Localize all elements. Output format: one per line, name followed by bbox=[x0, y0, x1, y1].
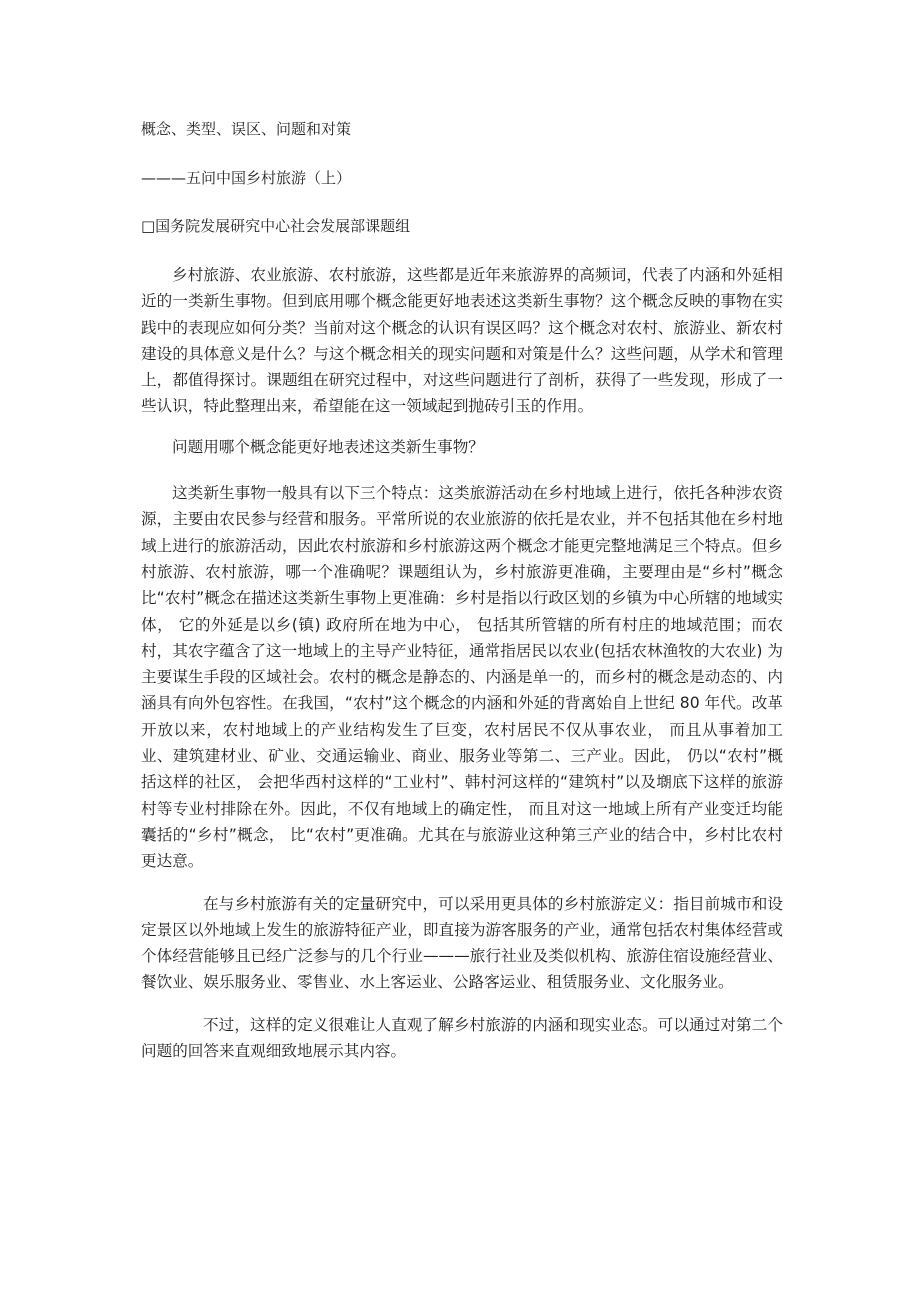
paragraph-definition: 在与乡村旅游有关的定量研究中，可以采用更具体的乡村旅游定义：指目前城市和设定景区以外地域上发生的旅游特征产业，即直接为游客服务的产业，通常包括农村集体经营或个体经营能够且已经广泛参与的几个行业———旅行社业及类似机构、旅游住宿设施经营业、餐饮业、娱乐服务业、零售业、水上客运业、公路客运业、租赁服务业、文化服务业。 bbox=[141, 894, 783, 992]
paragraph-features: 这类新生事物一般具有以下三个特点：这类旅游活动在乡村地域上进行，依托各种涉农资源，主要由农民参与经营和服务。平常所说的农业旅游的依托是农业，并不包括其他在乡村地域上进行的旅游活动，因此农村旅游和乡村旅游这两个概念才能更完整地满足三个特点。但乡村旅游、农村旅游，哪一个准确呢？课题组认为，乡村旅游更准确，主要理由是“乡村”概念比“农村”概念在描述这类新生事物上更准确：乡村是指以行政区划的乡镇为中心所辖的地域实体， 它的外延是以乡(镇) 政府所在地为中心， 包括其所管辖的所有村庄的地域范围；而农村，其农字蕴含了这一地域上的主导产业特征，通常指居民以农业(包括农林渔牧的大农业) 为主要谋生手段的区域社会。农村的概念是静态的、内涵是单一的，而乡村的概念是动态的、内涵具有向外包容性。在我国，“农村”这个概念的内涵和外延的背离始自上世纪 80 年代。改革开放以来，农村地域上的产业结构发生了巨变，农村居民不仅从事农业， 而且从事着加工业、建筑建材业、矿业、交通运输业、商业、服务业等第二、三产业。因此， 仍以“农村”概括这样的社区， 会把华西村这样的“工业村”、韩村河这样的“建筑村”以及㙟底下这样的旅游村等专业村排除在外。因此，不仅有地域上的确定性， 而且对这一地域上所有产业变迁均能囊括的“乡村”概念， 比“农村”更准确。尤其在与旅游业这种第三产业的结合中，乡村比农村更达意。 bbox=[141, 484, 783, 871]
document-page bbox=[141, 118, 783, 1064]
document-subtitle: ———五问中国乡村旅游（上） bbox=[141, 169, 352, 187]
document-title: 概念、类型、误区、问题和对策 bbox=[141, 120, 352, 138]
section-question-heading: 问题用哪个概念能更好地表述这类新生事物？ bbox=[172, 437, 484, 456]
paragraph-conclusion: 不过，这样的定义很难让人直观了解乡村旅游的内涵和现实业态。可以通过对第二个问题的回答来直观细致地展示其内容。 bbox=[141, 1015, 783, 1061]
paragraph-intro: 乡村旅游、农业旅游、农村旅游，这些都是近年来旅游界的高频词，代表了内涵和外延相近的一类新生事物。但到底用哪个概念能更好地表述这类新生事物？这个概念反映的事物在实践中的表现应如何分类？当前对这个概念的认识有误区吗？这个概念对农村、旅游业、新农村建设的具体意义是什么？与这个概念相关的现实问题和对策是什么？这些问题，从学术和管理上，都值得探讨。课题组在研究过程中，对这些问题进行了剖析，获得了一些发现，形成了一些认识，特此整理出来，希望能在这一领域起到抛砖引玉的作用。 bbox=[141, 266, 783, 416]
author-line: □国务院发展研究中心社会发展部课题组 bbox=[141, 217, 411, 235]
